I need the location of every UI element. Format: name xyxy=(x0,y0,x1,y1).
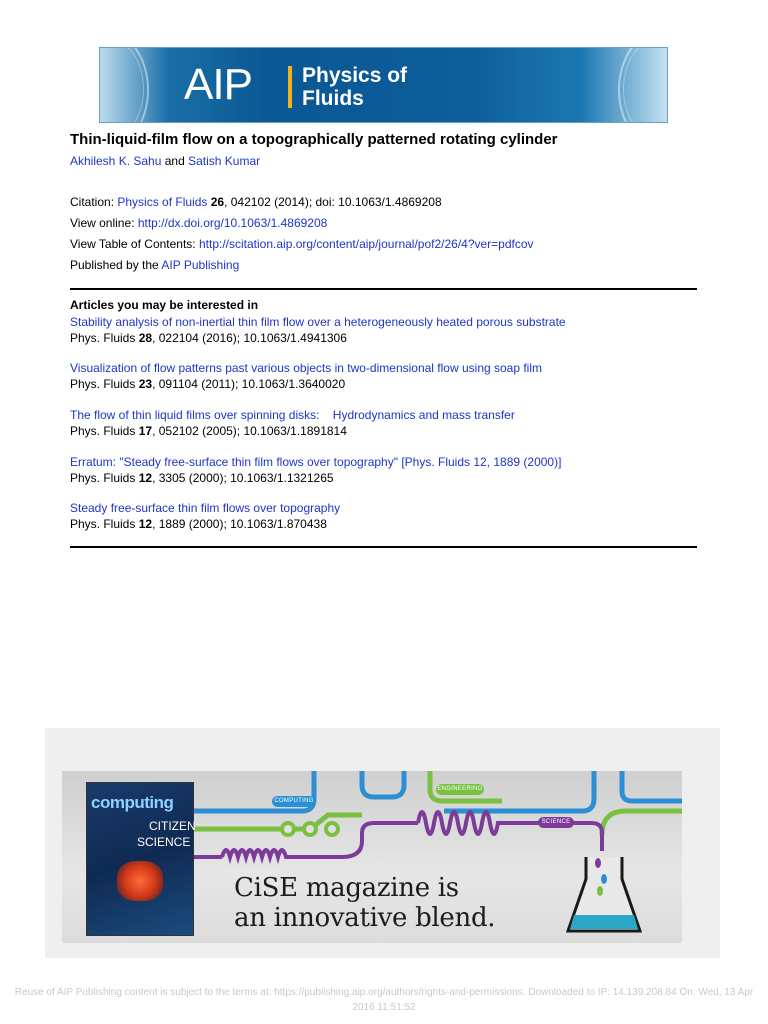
reference-volume: 12 xyxy=(138,517,153,531)
related-article-link[interactable]: The flow of thin liquid films over spinning disks: Hydrodynamics and mass transfer xyxy=(70,408,515,422)
reference-journal: Phys. Fluids xyxy=(70,471,139,485)
reference-details: , 091104 (2011); 10.1063/1.3640020 xyxy=(152,377,346,391)
citation-details: , 042102 (2014); doi: 10.1063/1.4869208 xyxy=(224,195,442,209)
cover-illustration xyxy=(117,861,163,901)
ad-headline-line1: CiSE magazine is xyxy=(234,873,459,903)
author-separator: and xyxy=(161,154,189,168)
ad-headline xyxy=(234,873,495,933)
reference-volume: 28 xyxy=(138,331,153,345)
reference-volume: 23 xyxy=(138,377,153,391)
reference-details: , 3305 (2000); 10.1063/1.1321265 xyxy=(152,471,334,485)
aip-logo: AIP xyxy=(184,60,252,109)
related-article-link[interactable]: Visualization of flow patterns past various objects in two-dimensional flow using soap film xyxy=(70,361,543,375)
science-label: SCIENCE xyxy=(538,817,574,828)
reference-journal: Phys. Fluids xyxy=(70,517,139,531)
engineering-label: ENGINEERING xyxy=(436,784,484,795)
top-divider xyxy=(70,288,697,290)
toc-link[interactable]: http://scitation.aip.org/content/aip/journal/pof2/26/4?ver=pdfcov xyxy=(198,237,534,251)
citation-label: Citation: xyxy=(70,195,118,209)
reference-details: , 022104 (2016); 10.1063/1.4941306 xyxy=(152,331,347,345)
view-online-label: View online: xyxy=(70,216,138,230)
reference-details: , 1889 (2000); 10.1063/1.870438 xyxy=(152,517,327,531)
journal-name-line1: Physics of xyxy=(302,64,408,87)
related-articles-heading: Articles you may be interested in xyxy=(70,298,259,312)
journal-name xyxy=(302,64,462,110)
citation-volume: 26 xyxy=(210,195,225,209)
magazine-cover xyxy=(86,782,194,936)
author-list xyxy=(70,154,260,168)
view-online-link[interactable]: http://dx.doi.org/10.1063/1.4869208 xyxy=(137,216,328,230)
banner-swirl-right-inner xyxy=(623,47,668,123)
reference-details: , 052102 (2005); 10.1063/1.1891814 xyxy=(152,424,347,438)
logo-divider-bar xyxy=(288,66,292,108)
citation-line xyxy=(70,195,442,209)
related-article-reference xyxy=(70,331,347,345)
related-article-reference xyxy=(70,424,347,438)
ad-headline-line2: an innovative blend. xyxy=(234,903,496,933)
footer-line2: 2016 11:51:52 xyxy=(352,1002,416,1013)
cise-advertisement[interactable] xyxy=(62,771,682,943)
reference-volume: 12 xyxy=(138,471,153,485)
journal-name-line2: Fluids xyxy=(302,87,364,110)
published-label: Published by the xyxy=(70,258,162,272)
cover-subtitle-citizen: CITIZEN xyxy=(149,819,196,833)
related-article-reference xyxy=(70,377,345,391)
journal-banner xyxy=(99,47,668,123)
author-link-kumar[interactable]: Satish Kumar xyxy=(188,154,261,168)
published-line xyxy=(70,258,239,272)
toc-line xyxy=(70,237,534,251)
view-online-line xyxy=(70,216,327,230)
computing-label: COMPUTING xyxy=(272,796,316,807)
related-article-reference xyxy=(70,517,327,531)
related-article-link[interactable]: Erratum: "Steady free-surface thin film flows over topography" [Phys. Fluids 12, 1889 (2000)] xyxy=(70,455,562,469)
related-article-link[interactable]: Stability analysis of non-inertial thin film flow over a heterogeneously heated porous substrate xyxy=(70,315,566,329)
citation-journal-link[interactable]: Physics of Fluids xyxy=(117,195,208,209)
banner-swirl-left-inner xyxy=(99,47,144,123)
author-link-sahu[interactable]: Akhilesh K. Sahu xyxy=(70,154,162,168)
publisher-link[interactable]: AIP Publishing xyxy=(161,258,240,272)
bottom-divider xyxy=(70,546,697,548)
reference-volume: 17 xyxy=(138,424,153,438)
reference-journal: Phys. Fluids xyxy=(70,331,139,345)
toc-label: View Table of Contents: xyxy=(70,237,199,251)
cover-title: computing xyxy=(91,793,174,812)
related-article-link[interactable]: Steady free-surface thin film flows over topography xyxy=(70,501,341,515)
reference-journal: Phys. Fluids xyxy=(70,424,139,438)
related-article-reference xyxy=(70,471,334,485)
article-title: Thin-liquid-film flow on a topographically patterned rotating cylinder xyxy=(70,131,558,148)
download-footer xyxy=(0,985,768,1015)
cover-subtitle-science: SCIENCE xyxy=(137,835,191,849)
footer-line1: Reuse of AIP Publishing content is subject to the terms at: https://publishing.aip.org/authors/rights-and-permissions. Downloaded to IP: 14.139.208.84 On: Wed, 13 Apr xyxy=(14,987,754,998)
reference-journal: Phys. Fluids xyxy=(70,377,139,391)
